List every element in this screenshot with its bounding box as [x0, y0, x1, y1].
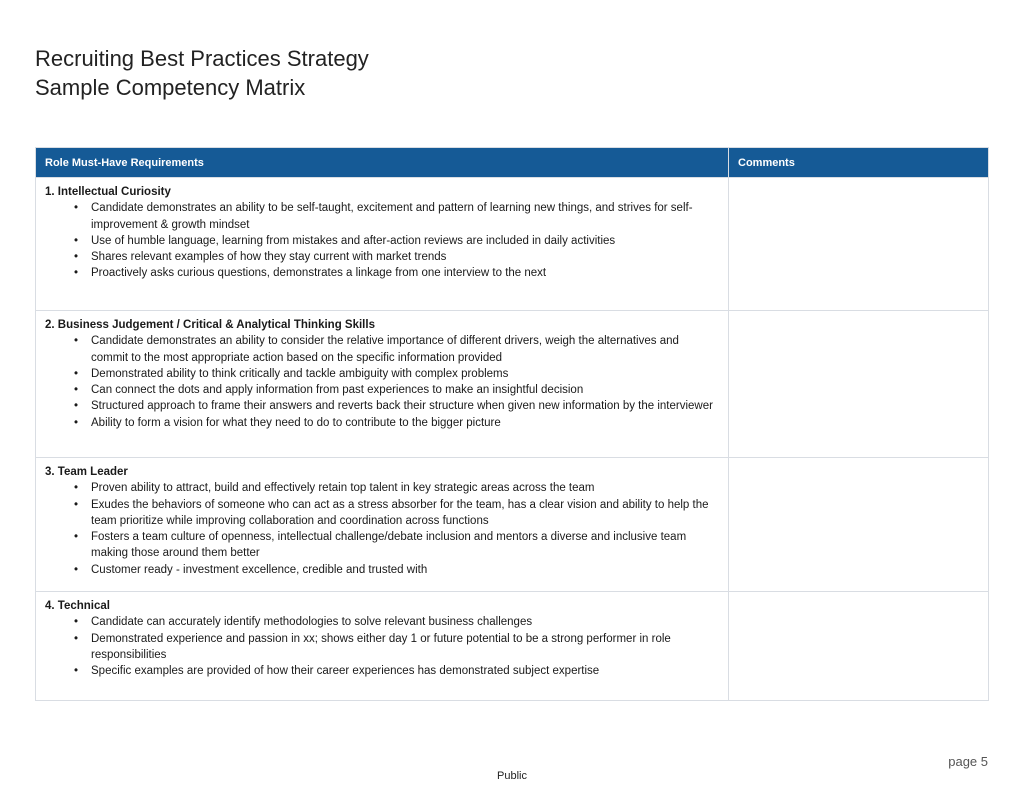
requirements-cell	[36, 311, 729, 458]
list-item: • Shares relevant examples of how they stay current with market trends	[91, 249, 719, 265]
list-item: • Demonstrated experience and passion in xx; shows either day 1 or future potential to be a strong performer in role responsibilities	[91, 631, 719, 664]
requirement-list	[45, 614, 719, 679]
list-item: • Exudes the behaviors of someone who can act as a stress absorber for the team, has a clear vision and ability to help the team prioritize while improving collaboration and coordination across functions	[91, 497, 719, 530]
list-item: • Ability to form a vision for what they need to do to contribute to the bigger picture	[91, 415, 719, 431]
list-item: • Candidate can accurately identify methodologies to solve relevant business challenges	[91, 614, 719, 630]
title-line-1: Recruiting Best Practices Strategy	[35, 46, 369, 71]
list-item: • Demonstrated ability to think critically and tackle ambiguity with complex problems	[91, 366, 719, 382]
requirement-list	[45, 200, 719, 281]
competency-matrix-table	[35, 147, 989, 701]
requirements-cell	[36, 592, 729, 701]
classification-label: Public	[497, 770, 527, 782]
section-title: 4. Technical	[45, 600, 110, 612]
page-number: page 5	[948, 754, 988, 769]
list-item: • Proven ability to attract, build and effectively retain top talent in key strategic areas across the team	[91, 480, 719, 496]
section-title: 3. Team Leader	[45, 466, 128, 478]
list-item: • Candidate demonstrates an ability to be self-taught, excitement and pattern of learning new things, and strives for self-improvement & growth mindset	[91, 200, 719, 233]
list-item: • Customer ready - investment excellence, credible and trusted with	[91, 562, 719, 578]
list-item: • Specific examples are provided of how their career experiences has demonstrated subject expertise	[91, 663, 719, 679]
comments-cell	[729, 458, 989, 592]
comments-cell	[729, 592, 989, 701]
requirement-list	[45, 480, 719, 578]
header-comments: Comments	[729, 148, 989, 178]
table-row	[36, 178, 989, 311]
comments-cell	[729, 311, 989, 458]
list-item: • Fosters a team culture of openness, intellectual challenge/debate inclusion and mentors a diverse and inclusive team making those around them better	[91, 529, 719, 562]
comments-cell	[729, 178, 989, 311]
table-row	[36, 458, 989, 592]
header-requirements: Role Must-Have Requirements	[36, 148, 729, 178]
section-title: 2. Business Judgement / Critical & Analytical Thinking Skills	[45, 319, 375, 331]
list-item: • Candidate demonstrates an ability to consider the relative importance of different drivers, weigh the alternatives and commit to the most appropriate action based on the specific information provided	[91, 333, 719, 366]
requirements-cell	[36, 178, 729, 311]
list-item: • Structured approach to frame their answers and reverts back their structure when given new information by the interviewer	[91, 398, 719, 414]
list-item: • Can connect the dots and apply information from past experiences to make an insightful decision	[91, 382, 719, 398]
requirements-cell	[36, 458, 729, 592]
section-title: 1. Intellectual Curiosity	[45, 186, 171, 198]
page-title	[35, 44, 369, 102]
requirement-list	[45, 333, 719, 431]
list-item: • Proactively asks curious questions, demonstrates a linkage from one interview to the next	[91, 265, 719, 281]
table-header-row	[36, 148, 989, 178]
title-line-2: Sample Competency Matrix	[35, 75, 306, 100]
list-item: • Use of humble language, learning from mistakes and after-action reviews are included in daily activities	[91, 233, 719, 249]
table-row	[36, 592, 989, 701]
table-row	[36, 311, 989, 458]
